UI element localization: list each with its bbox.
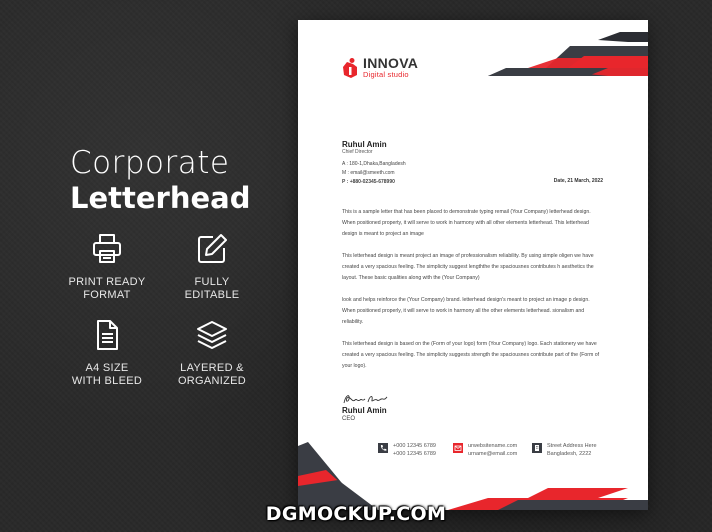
headline xyxy=(70,146,251,216)
printer-icon xyxy=(90,232,124,266)
sender-title: Chief Director xyxy=(342,149,373,155)
headline-line2: Letterhead xyxy=(70,181,251,215)
feature-editable xyxy=(152,232,272,302)
feature-label-line1: LAYERED & xyxy=(180,362,244,374)
header-decoration xyxy=(488,32,648,80)
footer-phone-line1: +000 12345 6789 xyxy=(393,443,436,449)
phone-value: +880-02345-678990 xyxy=(349,179,395,185)
edit-icon xyxy=(195,232,229,266)
handwritten-signature xyxy=(342,392,388,406)
phone-key: P : xyxy=(342,179,349,185)
footer-email-line2: urname@email.com xyxy=(468,451,518,457)
signatory-name: Ruhul Amin xyxy=(342,406,387,415)
feature-label-line2: WITH BLEED xyxy=(71,375,143,387)
body-paragraph: This is a sample letter that has been placed to demonstrate typing remail (Your Company) letterhead design. When positioned property, it will serve to work in harmony with all other elements letterhead. This letterhead design is meant to project an image xyxy=(342,209,591,237)
signatory-role: CEO xyxy=(342,416,356,422)
layers-icon xyxy=(195,318,229,352)
footer-address-line1: Street Address Here xyxy=(547,443,597,449)
feature-label-line1: FULLY xyxy=(194,276,230,288)
feature-label-line2: ORGANIZED xyxy=(177,375,247,387)
logo-name: INNOVA xyxy=(363,55,419,71)
feature-layered xyxy=(152,318,272,388)
feature-a4-size xyxy=(47,318,167,388)
footer-email-line1: urwebsitename.com xyxy=(468,443,518,449)
headline-line1: Corporate xyxy=(70,145,230,181)
document-icon xyxy=(90,318,124,352)
address-key: A : xyxy=(342,161,348,167)
sender-phone xyxy=(342,179,395,185)
email-value: email@smeeth.com xyxy=(350,170,395,176)
watermark: DGMOCKUP.COM xyxy=(265,503,447,525)
letterhead-paper xyxy=(298,20,648,510)
feature-print-ready xyxy=(47,232,167,302)
feature-label-line1: A4 SIZE xyxy=(85,362,129,374)
logo-tagline: Digital studio xyxy=(363,70,409,79)
sender-name: Ruhul Amin xyxy=(342,140,387,149)
feature-label-line2: FORMAT xyxy=(83,289,131,301)
company-logo xyxy=(342,56,418,79)
innova-logo-icon xyxy=(342,58,358,78)
email-key: M : xyxy=(342,170,349,176)
address-value: 180-1,Dhaka,Bangladesh xyxy=(349,161,406,167)
footer-phone-line2: +000 12345 6789 xyxy=(393,451,436,457)
letter-date: Date, 21 March, 2022 xyxy=(553,178,603,184)
body-paragraph: This letterhead design is meant project an image of professionalism reliability. By using simple oligen we have created a very spacious feeling. The simplicity suggest lengththe the spaciousnes contributes h aesthetics the layout. These basic qualities along with the (Your Company) xyxy=(342,253,594,281)
feature-label-line1: PRINT READY xyxy=(68,276,146,288)
body-paragraph: look and helps reinforce the (Your Company) brand. letterhead design's meant to project an image p design. When positioned properly, it will serve to work in harmony all the other elements letterhead. sionalism and reliability. xyxy=(342,297,590,325)
feature-label-line2: EDITABLE xyxy=(184,289,240,301)
body-paragraph: This letterhead design is based on the (Form of your logo) form (Your Company) logo. Each stationery we have created a very spacious feeling. The simplicity suggests strength the spaciousnes contribute part of the (Form of your logo). xyxy=(342,341,600,369)
sender-email xyxy=(342,170,395,176)
footer-address-line2: Bangladesh, 2222 xyxy=(547,451,592,457)
sender-address xyxy=(342,161,406,167)
